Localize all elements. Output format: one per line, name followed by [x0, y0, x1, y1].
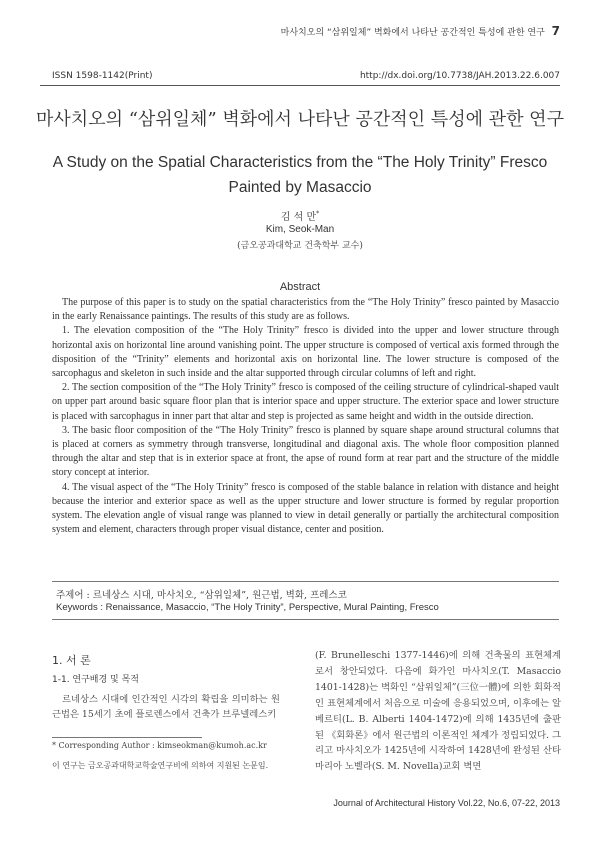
author-mark: *: [316, 210, 320, 218]
doi-link[interactable]: http://dx.doi.org/10.7738/JAH.2013.22.6.007: [359, 71, 560, 81]
running-title-text: 마사치오의 “삼위일체” 벽화에서 나타난 공간적인 특성에 관한 연구: [280, 28, 545, 38]
keywords-rule-top: [52, 581, 559, 582]
abstract-paragraph: The purpose of this paper is to study on the spatial characteristics from the “The Holy Trinity” fresco painted by Masaccio in the early Renaissance paintings. The results of this study are as follows.: [52, 297, 559, 323]
section-heading: 1. 서 론: [52, 654, 91, 667]
keywords-english: Keywords : Renaissance, Masaccio, “The Holy Trinity”, Perspective, Mural Painting, Fresco: [56, 602, 439, 613]
author-korean-name: 김 석 만: [280, 212, 317, 223]
abstract-paragraph: 4. The visual aspect of the “The Holy Trinity” fresco is composed of the stable balance in relation with distance and height because the interior and exterior space as well as the upper structure and lower structure is formed by regular proportion system. The elevation angle of visual range was planned to view in detail generally or partially the architectural composition system and element, characters through proper visual distance, center and position.: [52, 481, 559, 536]
subsection-heading: 1-1. 연구배경 및 목적: [52, 675, 140, 685]
running-title: [281, 24, 560, 38]
title-english-line-2: Painted by Masaccio: [228, 179, 372, 196]
journal-footer: Journal of Architectural History Vol.22, No.6, 07-22, 2013: [333, 798, 560, 808]
footnote-rule: [52, 737, 202, 738]
abstract-paragraph: 2. The section composition of the “The Holy Trinity” fresco is composed of the ceiling structure of cylindrical-shaped vault on upper part around basic square floor plan that is interior space and upper structure. The exterior space and lower structure is placed with sarcophagus in inner part that altar and step is projected as same height and width in the outside direction.: [52, 382, 559, 422]
page-number: 7: [551, 24, 560, 38]
header-rule: [40, 85, 560, 86]
keywords-rule-bottom: [52, 619, 559, 620]
abstract-paragraph: 3. The basic floor composition of the “The Holy Trinity” fresco is planned by square shape around structural columns that is placed at corners as symmetry through transverse, longitudinal and diagonal axis. The whole floor composition planned through the altar and step that is in exterior space at front, the apse of round form at rear part and the structure of the middle story concept at interior.: [52, 424, 559, 479]
abstract-body: [52, 296, 559, 537]
footnote-corresponding-author: * Corresponding Author : kimseokman@kumoh.ac.kr: [52, 741, 267, 750]
affiliation: (금오공과대학교 건축학부 교수): [237, 241, 363, 251]
body-text-left: 르네상스 시대에 인간적인 시각의 확립을 의미하는 원근법은 15세기 초에 플로렌스에서 건축가 브루넬레스키: [52, 694, 280, 720]
issn: ISSN 1598-1142(Print): [52, 71, 153, 81]
keywords-korean: 주제어 : 르네상스 시대, 마사치오, “삼위일체”, 원근법, 벽화, 프레스코: [56, 590, 347, 601]
body-text-right: (F. Brunelleschi 1377-1446)에 의해 건축물의 표현체계로서 창안되었다. 다음에 화가인 마사치오(T. Masaccio 1401-1428)는 벽화인 “삼위일체”(三位一體)에 의한 회화적인 표현체계에서 처음으로 미술에 응용되었으며, 이후에는 알베르티(L. B. Alberti 1404-1472)에 의해 1435년에 출판된 《회화론》에서 원근법의 이론적인 체계가 정립되었다. 그리고 마사치오가 1425년에 시작하여 1428년에 완성된 산타 마리아 노벨라(S. M. Novella)교회 벽면: [315, 650, 561, 773]
title-english-line-1: A Study on the Spatial Characteristics from the “The Holy Trinity” Fresco: [52, 154, 548, 171]
title-korean: 마사치오의 “삼위일체” 벽화에서 나타난 공간적인 특성에 관한 연구: [36, 109, 564, 130]
author-korean: [0, 208, 600, 223]
title-english: [40, 150, 560, 200]
footnote-funding: 이 연구는 금오공과대학교학술연구비에 의하여 지원된 논문임.: [52, 761, 269, 770]
abstract-paragraph: 1. The elevation composition of the “The Holy Trinity” fresco is divided into the upper and lower structure through horizontal axis on horizontal line around vanishing point. The upper structure is composed of vertical axis formed through the disposition of the “Trinity” elements and horizontal axis on horizontal line. The lower structure is composed of the sarcophagus and skeleton in such inside and the altar supported through circular columns of left and right.: [52, 325, 559, 380]
abstract-heading: Abstract: [279, 281, 321, 293]
author-english: Kim, Seok-Man: [265, 224, 335, 235]
